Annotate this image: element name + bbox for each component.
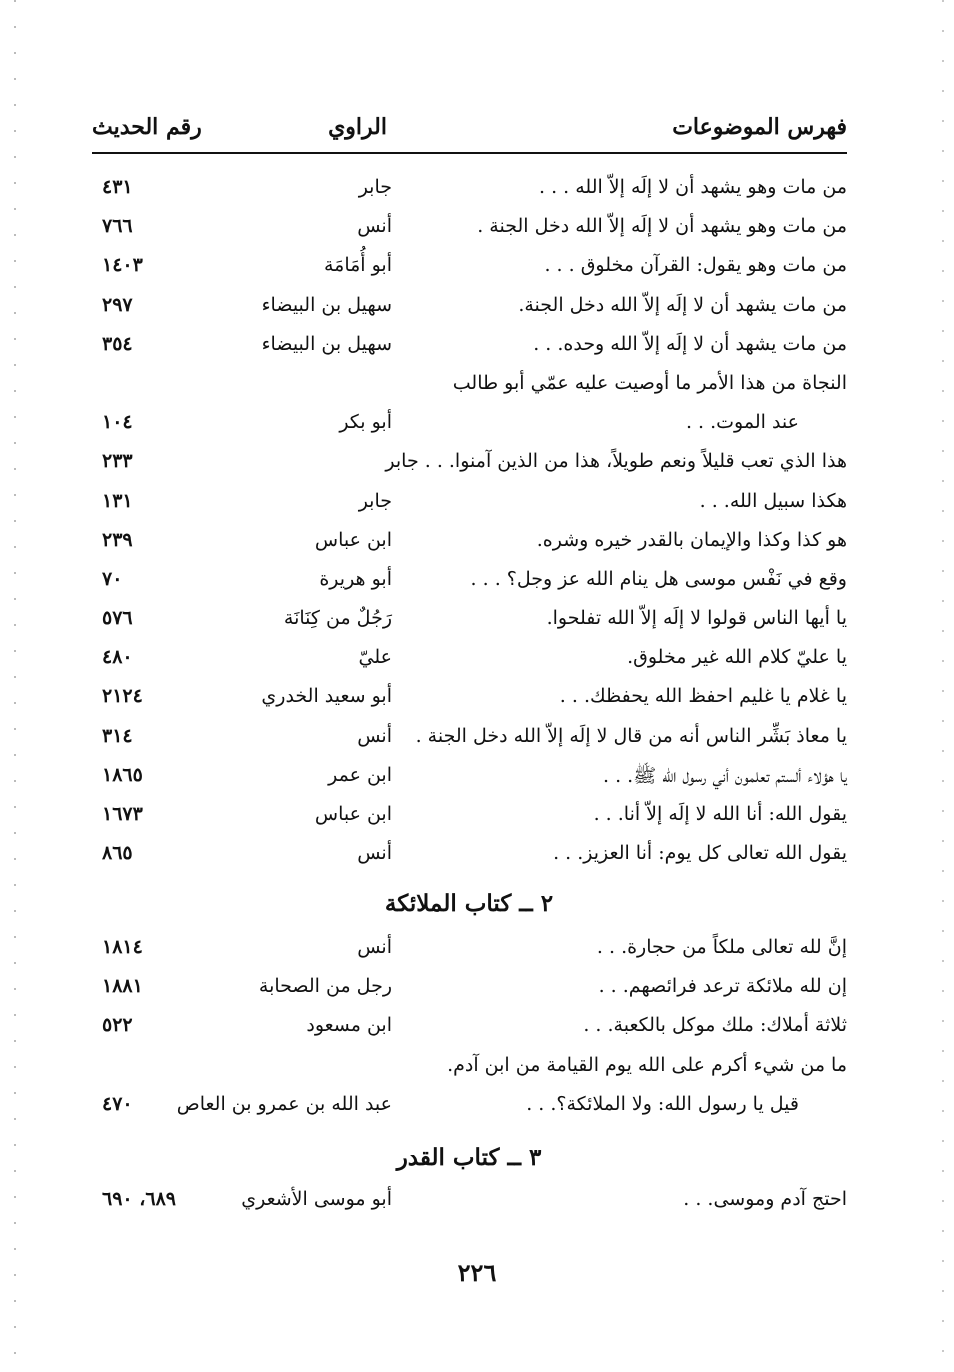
entry-text: هو كذا وكذا والإيمان بالقدر خيره وشره. — [536, 528, 847, 551]
entry-narrator: ابن عباس — [314, 803, 392, 825]
entry-hadith-number: ٤٨٠ — [102, 646, 133, 669]
entry-text: يا هؤلاء ألستم تعلمون أني رسول الله ﷺ. . . — [603, 764, 847, 787]
entry-hadith-number: ٤٧٠ — [102, 1092, 133, 1115]
entry-hadith-number: ٢١٢٤ — [102, 685, 143, 708]
entry-text: من مات وهو يشهد أن لا إلَه إلاّ الله . . . — [538, 176, 847, 198]
index-entry — [92, 366, 847, 405]
entry-hadith-number: ١٦٧٣ — [102, 803, 143, 825]
entry-hadith-number: ٣٥٤ — [102, 332, 133, 355]
section3-entries — [92, 1182, 847, 1221]
index-entry — [92, 930, 847, 969]
entry-text: إنَّ لله تعالى ملكاً من حجارة. . . — [596, 936, 847, 958]
entry-text: من مات وهو يقول: القرآن مخلوق . . . — [544, 254, 847, 277]
entry-hadith-number: ٨٦٥ — [102, 842, 133, 865]
entry-text: من مات يشهد أن لا إلَه إلاّ الله وحده. . . — [533, 332, 847, 355]
entry-text: يا معاذ بَشِّر الناس أنه من قال لا إلَه إلاّ الله دخل الجنة . — [415, 724, 847, 747]
entry-text: هذا الذي تعب قليلاً ونعم طويلاً، هذا من الذين آمنوا. . . جابر — [385, 450, 847, 473]
entry-hadith-number: ٧٦٦ — [102, 215, 133, 238]
section3-title: ٣ ــ كتاب القدر — [396, 1144, 542, 1171]
entry-text: ثلاثة أملاك: ملك موكل بالكعبة. . . — [583, 1014, 847, 1037]
entry-text: إن لله ملائكة ترعد فرائصهم. . . — [598, 975, 847, 998]
entry-narrator: جابر — [358, 176, 392, 198]
entry-narrator: أنس — [357, 215, 392, 238]
index-entry — [92, 523, 847, 562]
index-entry — [92, 444, 847, 483]
page-title: فهرس الموضوعات — [672, 114, 847, 140]
entry-hadith-number: ١٨١٤ — [102, 936, 143, 958]
entry-text: قيل يا رسول الله: ولا الملائكة؟. . . — [526, 1092, 799, 1115]
entry-hadith-number: ١٣١ — [102, 489, 133, 512]
index-entry — [92, 562, 847, 601]
entry-text: يقول الله: أنا الله لا إلَه إلاّ أنا. . . — [593, 803, 847, 825]
right-margin-dots — [942, 0, 944, 1372]
entry-hadith-number: ١٠٤ — [102, 411, 133, 434]
entry-narrator: أبو هريرة — [319, 567, 392, 590]
entry-narrator: أبو موسى الأشعري — [241, 1188, 392, 1210]
entry-narrator: أبو سعيد الخدري — [261, 685, 392, 708]
index-entry — [92, 484, 847, 523]
index-entry — [92, 288, 847, 327]
entry-text: يقول الله تعالى كل يوم: أنا العزيز. . . — [553, 842, 847, 865]
index-entry — [92, 640, 847, 679]
entry-hadith-number: ٢٩٧ — [102, 293, 133, 316]
entry-hadith-number: ٣١٤ — [102, 724, 133, 747]
entry-hadith-number: ٢٣٣ — [102, 450, 133, 473]
entry-text: احتج آدم وموسى. . . — [683, 1188, 847, 1210]
entry-narrator: عبد الله بن عمرو بن العاص — [176, 1092, 392, 1115]
entry-narrator: جابر — [358, 489, 392, 512]
entry-hadith-number: ١٨٦٥ — [102, 763, 143, 786]
entry-narrator: أنس — [357, 936, 392, 958]
entry-text: من مات يشهد أن لا إلَه إلاّ الله دخل الجنة. — [518, 293, 847, 316]
entry-narrator: أبو أُمَامَة — [323, 254, 392, 277]
entry-narrator: أنس — [357, 842, 392, 865]
index-entry — [92, 248, 847, 287]
entry-narrator: عليّ — [358, 646, 392, 669]
index-entry — [92, 679, 847, 718]
header-divider — [92, 152, 847, 154]
entry-hadith-number: ٥٧٦ — [102, 607, 133, 630]
index-entry — [92, 969, 847, 1008]
entry-narrator: ابن عمر — [328, 763, 392, 786]
index-entry — [92, 170, 847, 209]
section2-entries — [92, 930, 847, 1126]
left-margin-dots — [14, 0, 16, 1372]
index-entry — [92, 209, 847, 248]
entry-hadith-number: ٤٣١ — [102, 176, 133, 198]
entry-hadith-number: ٦٨٩، ٦٩٠ — [102, 1188, 176, 1210]
page-header — [92, 108, 847, 148]
index-entry — [92, 1087, 847, 1126]
index-entry — [92, 797, 847, 836]
entry-narrator: سهيل بن البيضاء — [261, 293, 392, 316]
entry-text: وقع في نَفْس موسى هل ينام الله عز وجل؟ . . . — [470, 567, 847, 590]
entry-text: يا أيها الناس قولوا لا إلَه إلاّ الله تفلحوا. — [546, 607, 847, 630]
entry-text: هكذا سبيل الله. . . — [699, 489, 847, 512]
narrator-column-header: الراوي — [328, 114, 387, 140]
section1-entries — [92, 170, 847, 875]
entry-narrator: رجل من الصحابة — [258, 975, 392, 998]
index-entry — [92, 1008, 847, 1047]
index-entry — [92, 405, 847, 444]
entry-narrator: رَجُلٌ من كِنَانَة — [283, 607, 392, 630]
entry-hadith-number: ١٨٨١ — [102, 975, 143, 998]
entry-hadith-number: ٢٣٩ — [102, 528, 133, 551]
hadith-number-column-header: رقم الحديث — [92, 114, 202, 140]
entry-text: عند الموت. . . — [685, 411, 799, 434]
entry-hadith-number: ١٤٠٣ — [102, 254, 143, 277]
page-number: ٢٢٦ — [457, 1258, 497, 1287]
index-entry — [92, 758, 847, 797]
entry-text: ما من شيء أكرم على الله يوم القيامة من ابن آدم. — [447, 1053, 847, 1076]
entry-narrator: ابن مسعود — [306, 1014, 392, 1037]
entry-narrator: أنس — [357, 724, 392, 747]
index-entry — [92, 1182, 847, 1221]
section2-title: ٢ ــ كتاب الملائكة — [384, 890, 554, 917]
index-entry — [92, 719, 847, 758]
index-entry — [92, 327, 847, 366]
entry-hadith-number: ٧٠ — [102, 567, 123, 590]
entry-hadith-number: ٥٢٢ — [102, 1014, 133, 1037]
entry-narrator: أبو بكر — [339, 411, 392, 434]
index-entry — [92, 1048, 847, 1087]
entry-narrator: ابن عباس — [314, 528, 392, 551]
entry-narrator: سهيل بن البيضاء — [261, 332, 392, 355]
entry-text: يا غلام يا غليم احفظ الله يحفظك. . . — [559, 685, 847, 708]
entry-text: النجاة من هذا الأمر ما أوصيت عليه عمّي أبو طالب — [452, 371, 847, 394]
entry-text: من مات وهو يشهد أن لا إلَه إلاّ الله دخل الجنة . — [477, 215, 847, 238]
index-entry — [92, 601, 847, 640]
entry-text: يا عليّ كلام الله غير مخلوق. — [627, 646, 847, 669]
index-entry — [92, 836, 847, 875]
